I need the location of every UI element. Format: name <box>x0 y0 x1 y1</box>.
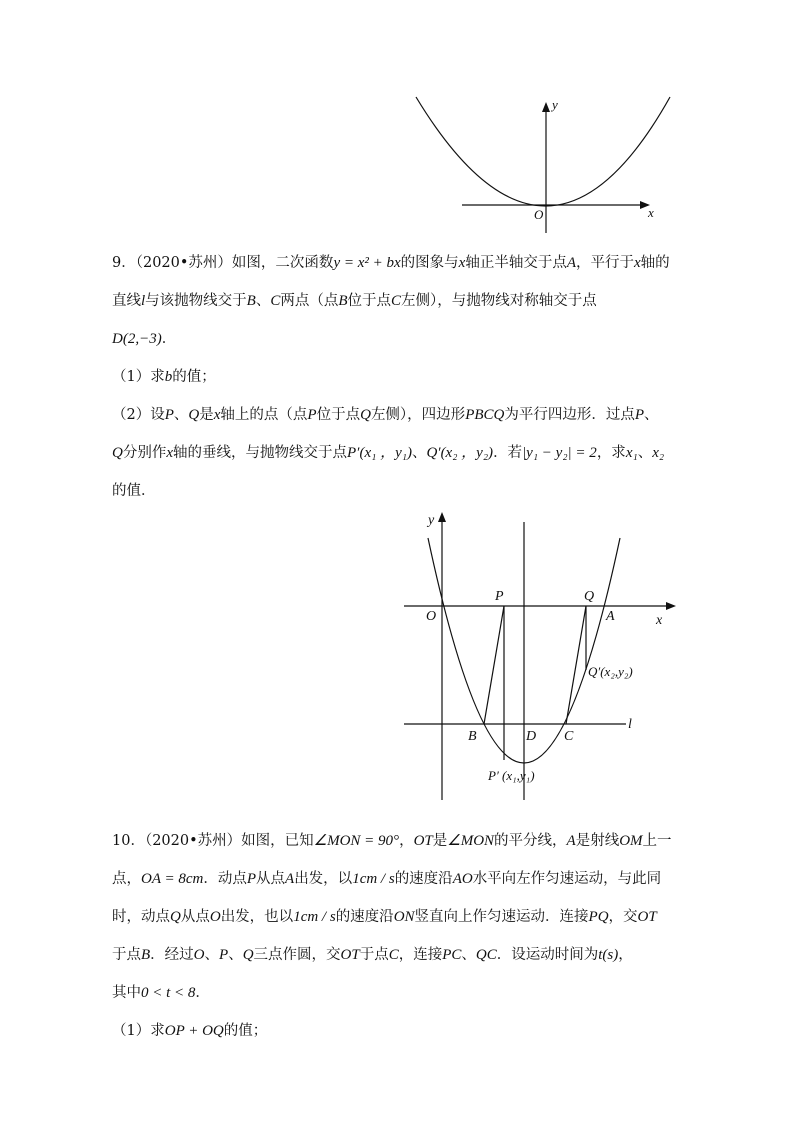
point-o-label: O <box>426 609 437 624</box>
y-axis-arrow-1 <box>542 102 550 112</box>
point-a-label: A <box>606 609 615 624</box>
y-axis-label-1: y <box>552 97 558 112</box>
question-9: 9．（2020•苏州）如图，二次函数y = x² + bx的图象与x轴正半轴交于点A，平行于x轴的 直线l与该抛物线交于B、C两点（点B位于点C左侧），与抛物线对称轴交于点 D(2,−3)． （1）求b的值； （2）设P、Q是x轴上的点（点P位于点Q左侧），四边形PBCQ为平行四边形．过点P、 Q分别作x轴的垂线，与抛物线交于点P′(x₁ ，y₁)、Q′(x₂ ，y₂)．若|y₁ − y₂| = 2，求x₁、x₂ 的值． <box>112 255 670 499</box>
x-axis-label-2: x <box>656 613 663 628</box>
point-p-label: P <box>495 589 504 604</box>
x-axis-arrow-2 <box>666 602 676 610</box>
x-axis-label-1: x <box>648 205 654 220</box>
figure-parabola-1 <box>400 95 690 235</box>
point-q-label: Q <box>584 589 595 604</box>
y-axis-label-2: y <box>428 513 435 528</box>
point-pprime-label: P′ (x₁,y₁) <box>488 768 535 783</box>
figure-parabola-2 <box>400 508 700 808</box>
point-b-label: B <box>468 729 477 744</box>
origin-label-1: O <box>534 207 544 222</box>
parabola-curve-1 <box>416 97 670 206</box>
segment-pb <box>484 606 504 724</box>
question-10: 10．（2020•苏州）如图，已知∠MON = 90°，OT是∠MON的平分线，A是射线OM上一 点，OA = 8cm．动点P从点A出发，以1cm / s的速度沿AO水平向左作匀速运动，与此同 时，动点Q从点O出发，也以1cm / s的速度沿ON竖直向上作匀速运动．连接PQ，交OT 于点B．经过O、P、Q三点作圆，交OT于点C，连接PC、QC．设运动时间为t(s)， 其中0 < t < 8． （1）求OP + OQ的值； <box>112 833 672 1039</box>
point-c-label: C <box>564 729 574 744</box>
point-qprime-label: Q′(x₂,y₂) <box>588 664 633 679</box>
point-d-label: D <box>526 729 537 744</box>
line-l-label: l <box>628 717 632 732</box>
y-axis-arrow-2 <box>438 512 446 522</box>
segment-qc <box>566 606 586 724</box>
